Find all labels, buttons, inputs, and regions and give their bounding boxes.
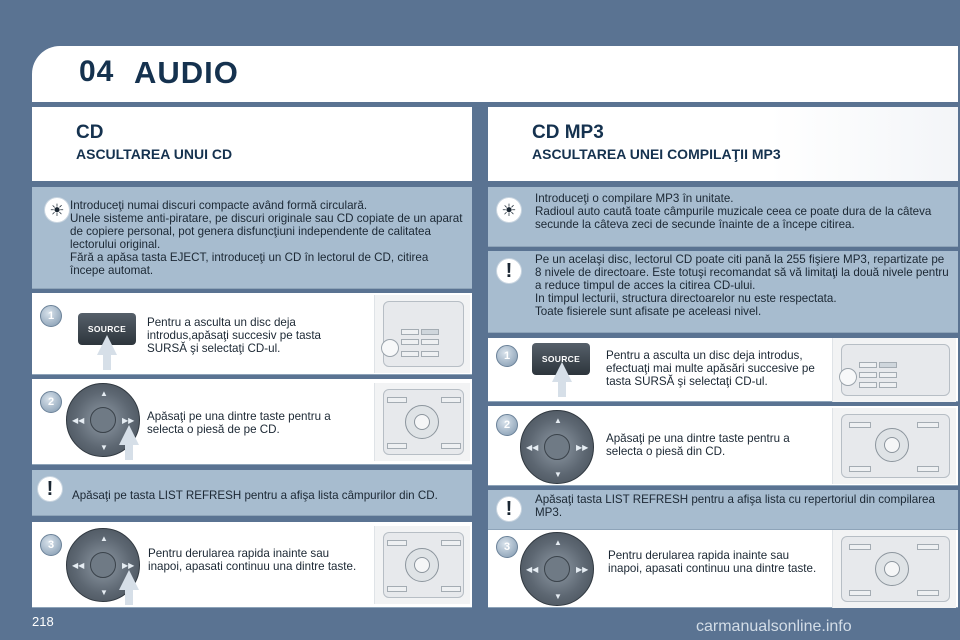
step-panel-1 <box>488 338 958 402</box>
step-text: Apăsaţi pe una dintre taste pentru a selecta o piesă din CD. <box>606 432 790 458</box>
radio-unit-thumbnail <box>374 295 470 373</box>
arrow-stem <box>103 354 111 370</box>
step-text: Apăsaţi pe una dintre taste pentru a selecta o piesă de pe CD. <box>147 410 331 436</box>
step-text: Pentru a asculta un disc deja introdus,apăsaţi succesiv pe tasta SURSĂ şi selectaţi CD-ul. <box>147 316 322 355</box>
arrow-stem <box>125 444 133 460</box>
step-panel-1 <box>32 293 472 375</box>
source-button: SOURCE <box>78 313 136 345</box>
exclamation-icon: ! <box>497 259 521 283</box>
section-subtitle: ASCULTAREA UNEI COMPILAŢII MP3 <box>532 146 781 162</box>
step-number-badge: 3 <box>496 536 518 558</box>
warning-panel <box>488 490 958 530</box>
arrow-up-icon <box>552 362 572 382</box>
warning-text: Apăsaţi pe tasta LIST REFRESH pentru a afişa lista câmpurilor din CD. <box>72 489 438 502</box>
step-text: Pentru derularea rapida inainte sau inapoi, apasati continuu una dintre taste. <box>608 549 817 575</box>
section-subtitle: ASCULTAREA UNUI CD <box>76 146 233 162</box>
section-title: CD <box>76 122 104 143</box>
step-number-badge: 2 <box>40 391 62 413</box>
step-number-badge: 1 <box>40 305 62 327</box>
source-button: SOURCE <box>532 343 590 375</box>
warning-text: Pe un acelaşi disc, lectorul CD poate citi pană la 255 fişiere MP3, repartizate pe 8 nivele de directoare. Este totuşi recomandat să vă limitaţi la două nivele pentru a reduce timpul de acces la citirea CD-ului. In timpul lecturii, structura directoarelor nu este respectata. Toate fisierele sunt afisate pe aceleasi nivel. <box>535 253 949 318</box>
warning-text: Apăsaţi tasta LIST REFRESH pentru a afişa lista cu repertoriul din compilarea MP3. <box>535 493 935 519</box>
arrow-up-icon <box>119 570 139 590</box>
section-title: CD MP3 <box>532 122 604 143</box>
warning-panel <box>488 251 958 333</box>
step-panel-2 <box>488 406 958 486</box>
warning-panel <box>32 470 472 516</box>
arrow-stem <box>558 381 566 397</box>
arrow-up-icon <box>119 425 139 445</box>
step-text: Pentru a asculta un disc deja introdus, efectuaţi mai multe apăsări succesive pe tasta SURSĂ şi selectaţi CD-ul. <box>606 349 815 388</box>
sun-icon: ☀ <box>45 198 69 222</box>
step-text: Pentru derularea rapida inainte sau inapoi, apasati continuu una dintre taste. <box>148 547 357 573</box>
info-text: Introduceţi numai discuri compacte având formă circulară. Unele sisteme anti-piratare, pe discuri originale sau CD copiate de un aparat de copiere personal, pot genera disfuncţiuni independente de calitatea lectorului original. Fără a apăsa tasta EJECT, introduceţi un CD în lectorul de CD, citirea începe automat. <box>70 199 463 277</box>
step-panel-3 <box>488 530 958 608</box>
control-panel-thumbnail <box>374 383 470 461</box>
navigation-pad: ▲ ▼ ◀◀ ▶▶ <box>66 383 140 457</box>
exclamation-icon: ! <box>38 477 62 501</box>
info-text: Introduceţi o compilare MP3 în unitate. Radioul auto caută toate câmpurile muzicale ceea ce poate dura de la câteva secunde la câteva zeci de secunde înainte de a începe citirea. <box>535 192 932 231</box>
navigation-pad: ▲ ▼ ◀◀ ▶▶ <box>520 410 594 484</box>
section-header-cd <box>32 107 472 181</box>
control-panel-thumbnail <box>832 530 956 608</box>
step-panel-2 <box>32 379 472 465</box>
control-panel-thumbnail <box>832 408 956 484</box>
info-panel <box>32 187 472 289</box>
info-panel <box>488 187 958 247</box>
chapter-title: AUDIO <box>134 55 239 90</box>
step-number-badge: 3 <box>40 534 62 556</box>
arrow-stem <box>125 589 133 605</box>
sun-icon: ☀ <box>497 198 521 222</box>
navigation-pad: ▲ ▼ ◀◀ ▶▶ <box>66 528 140 602</box>
step-number-badge: 2 <box>496 414 518 436</box>
step-number-badge: 1 <box>496 345 518 367</box>
arrow-up-icon <box>97 335 117 355</box>
section-header-mp3 <box>488 107 958 181</box>
step-panel-3 <box>32 522 472 608</box>
page-number: 218 <box>32 614 54 629</box>
exclamation-icon: ! <box>497 497 521 521</box>
radio-unit-thumbnail <box>832 338 956 402</box>
navigation-pad: ▲ ▼ ◀◀ ▶▶ <box>520 532 594 606</box>
control-panel-thumbnail <box>374 526 470 604</box>
chapter-number: 04 <box>79 55 115 88</box>
watermark: carmanualsonline.info <box>696 618 852 635</box>
